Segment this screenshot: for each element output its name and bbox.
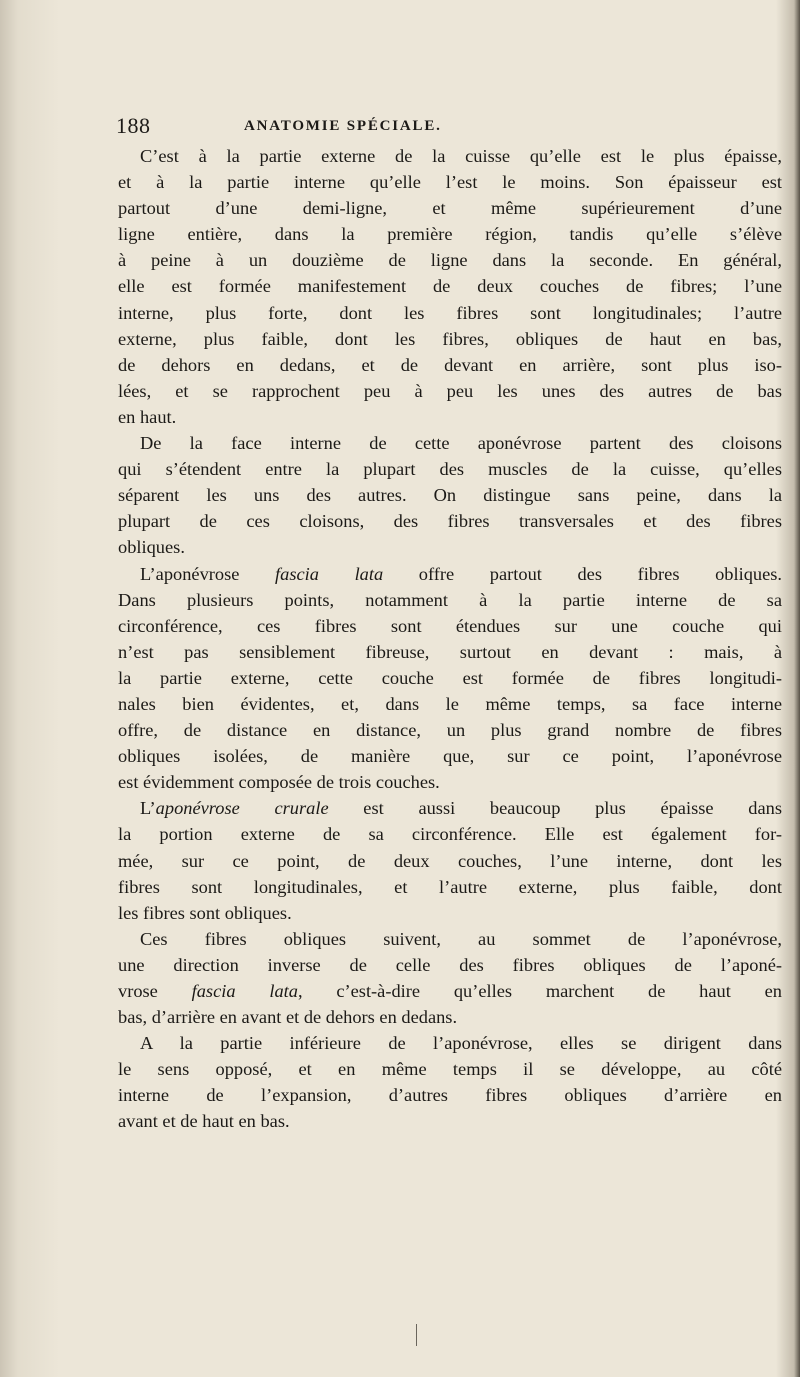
text-line: Ces fibres obliques suivent, au sommet de l’aponévrose, bbox=[140, 928, 782, 949]
text-line: A la partie inférieure de l’aponévrose, elles se dirigent dans bbox=[140, 1033, 782, 1054]
text-line: qui s’étendent entre la plupart des muscles de la cuisse, qu’elles bbox=[118, 459, 782, 480]
text-line: nales bien évidentes, et, dans le même temps, sa face interne bbox=[118, 693, 782, 714]
italic-term: aponévrose crurale bbox=[155, 798, 329, 819]
page-header bbox=[116, 113, 716, 143]
paragraph-3 bbox=[118, 561, 782, 796]
italic-term: fascia lata bbox=[191, 981, 298, 1001]
text-line: n’est pas sensiblement fibreuse, surtout en devant : mais, à bbox=[118, 641, 782, 662]
text-line: séparent les uns des autres. On distingue sans peine, dans la bbox=[118, 485, 782, 506]
text-line: partout d’une demi-ligne, et même supérieurement d’une bbox=[118, 198, 782, 219]
text-line: la partie externe, cette couche est formée de fibres longitudi- bbox=[118, 667, 782, 688]
paragraph-5 bbox=[118, 926, 782, 1030]
body-text bbox=[118, 143, 782, 1135]
text-line: obliques isolées, de manière que, sur ce point, l’aponévrose bbox=[118, 746, 782, 767]
text-line: offre, de distance en distance, un plus grand nombre de fibres bbox=[118, 720, 782, 741]
text-line: les fibres sont obliques. bbox=[118, 902, 292, 923]
text-line: en haut. bbox=[118, 406, 177, 427]
text-segment: , c’est-à-dire qu’elles marchent de haut en bbox=[297, 981, 782, 1001]
text-line: obliques. bbox=[118, 537, 185, 558]
text-line-mixed bbox=[118, 978, 782, 1004]
text-segment: L’ bbox=[140, 798, 156, 819]
text-line: plupart de ces cloisons, des fibres transversales et des fibres bbox=[118, 511, 782, 532]
paragraph-2 bbox=[118, 430, 782, 560]
text-line: à peine à un douzième de ligne dans la seconde. En général, bbox=[118, 250, 782, 271]
text-line: de dehors en dedans, et de devant en arrière, sont plus iso- bbox=[118, 354, 782, 375]
text-line: interne, plus forte, dont les fibres sont longitudinales; l’autre bbox=[118, 302, 782, 323]
text-line: le sens opposé, et en même temps il se développe, au côté bbox=[118, 1059, 782, 1080]
text-line: ligne entière, dans la première région, tandis qu’elle s’élève bbox=[118, 224, 782, 245]
text-segment: L’aponévrose bbox=[140, 563, 276, 584]
text-line-mixed bbox=[118, 561, 782, 587]
text-line: la portion externe de sa circonférence. Elle est également for- bbox=[118, 824, 782, 845]
text-line: une direction inverse de celle des fibres obliques de l’aponé- bbox=[118, 954, 782, 975]
page-number: 188 bbox=[116, 113, 151, 138]
text-line: circonférence, ces fibres sont étendues sur une couche qui bbox=[118, 615, 782, 636]
paragraph-4 bbox=[118, 795, 782, 925]
text-line: mée, sur ce point, de deux couches, l’une interne, dont les bbox=[118, 850, 782, 871]
text-line: bas, d’arrière en avant et de dehors en dedans. bbox=[118, 1007, 458, 1028]
text-line: interne de l’expansion, d’autres fibres obliques d’arrière en bbox=[118, 1085, 782, 1106]
text-segment: vrose bbox=[118, 981, 192, 1001]
text-line-mixed bbox=[118, 795, 782, 821]
running-title: ANATOMIE SPÉCIALE. bbox=[244, 118, 442, 134]
italic-term: fascia lata bbox=[275, 563, 384, 584]
text-line: et à la partie interne qu’elle l’est le moins. Son épaisseur est bbox=[118, 172, 782, 193]
text-line: C’est à la partie externe de la cuisse qu’elle est le plus épaisse, bbox=[140, 146, 782, 166]
text-segment: offre partout des fibres obliques. bbox=[383, 563, 783, 584]
text-line: est évidemment composée de trois couches. bbox=[118, 772, 440, 793]
text-line: avant et de haut en bas. bbox=[118, 1111, 290, 1132]
text-line: Dans plusieurs points, notamment à la partie interne de sa bbox=[118, 589, 782, 610]
text-line: fibres sont longitudinales, et l’autre externe, plus faible, dont bbox=[118, 876, 782, 897]
text-line: lées, et se rapprochent peu à peu les unes des autres de bas bbox=[118, 380, 782, 401]
text-line: De la face interne de cette aponévrose partent des cloisons bbox=[140, 433, 782, 454]
paragraph-1 bbox=[118, 143, 782, 430]
stray-mark bbox=[416, 1324, 417, 1346]
paragraph-6 bbox=[118, 1030, 782, 1134]
text-line: elle est formée manifestement de deux couches de fibres; l’une bbox=[118, 276, 782, 297]
text-line: externe, plus faible, dont les fibres, obliques de haut en bas, bbox=[118, 328, 782, 349]
text-segment: est aussi beaucoup plus épaisse dans bbox=[328, 798, 782, 819]
